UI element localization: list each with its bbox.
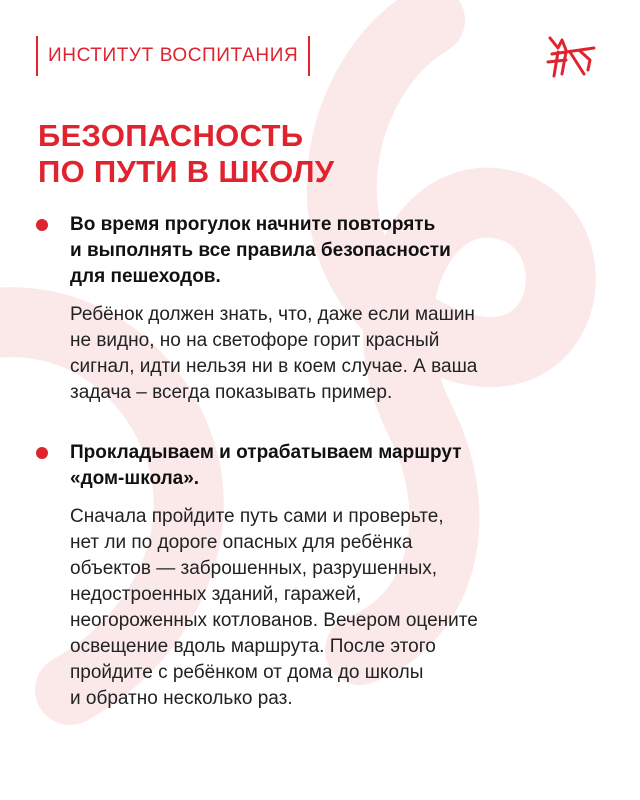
tip-body-line: объектов — заброшенных, разрушенных,	[70, 558, 438, 579]
horse-icon	[544, 30, 600, 80]
tip-lead	[70, 212, 606, 290]
headline-line: ПО ПУТИ В ШКОЛУ	[38, 154, 335, 189]
header-right-bar	[308, 36, 310, 76]
bullet-dot	[36, 219, 48, 231]
tip-body-line: освещение вдоль маршрута. После этого	[70, 636, 436, 657]
tip-body-line: не видно, но на светофоре горит красный	[70, 330, 440, 351]
tip-body-line: Сначала пройдите путь сами и проверьте,	[70, 506, 444, 527]
tip-body-line: пройдите с ребёнком от дома до школы	[70, 662, 424, 683]
tip-body-line: сигнал, идти нельзя ни в коем случае. А ваша	[70, 356, 478, 377]
header	[36, 36, 310, 76]
tip-lead	[70, 440, 606, 492]
bullet-dot	[36, 447, 48, 459]
tip-body-line: задача – всегда показывать пример.	[70, 382, 393, 403]
tip-body-line: Ребёнок должен знать, что, даже если машин	[70, 304, 475, 325]
tip-body	[70, 302, 606, 406]
page-headline	[38, 118, 334, 190]
organization-title: ИНСТИТУТ ВОСПИТАНИЯ	[48, 45, 299, 66]
tip-body-line: неогороженных котлованов. Вечером оцените	[70, 610, 478, 631]
tip-lead-line: «дом-школа».	[70, 468, 200, 489]
tip-lead-line: Во время прогулок начните повторять	[70, 214, 436, 235]
tip-body-line: нет ли по дороге опасных для ребёнка	[70, 532, 413, 553]
tip-body-line: недостроенных зданий, гаражей,	[70, 584, 362, 605]
tip-body-line: и обратно несколько раз.	[70, 688, 293, 709]
headline-line: БЕЗОПАСНОСТЬ	[38, 118, 304, 153]
tip-body	[70, 504, 606, 712]
tip-lead-line: и выполнять все правила безопасности	[70, 240, 451, 261]
tip-section-route	[36, 440, 606, 712]
tip-lead-line: Прокладываем и отрабатываем маршрут	[70, 442, 462, 463]
tip-lead-line: для пешеходов.	[70, 266, 221, 287]
tip-section-pedestrian-rules	[36, 212, 606, 406]
